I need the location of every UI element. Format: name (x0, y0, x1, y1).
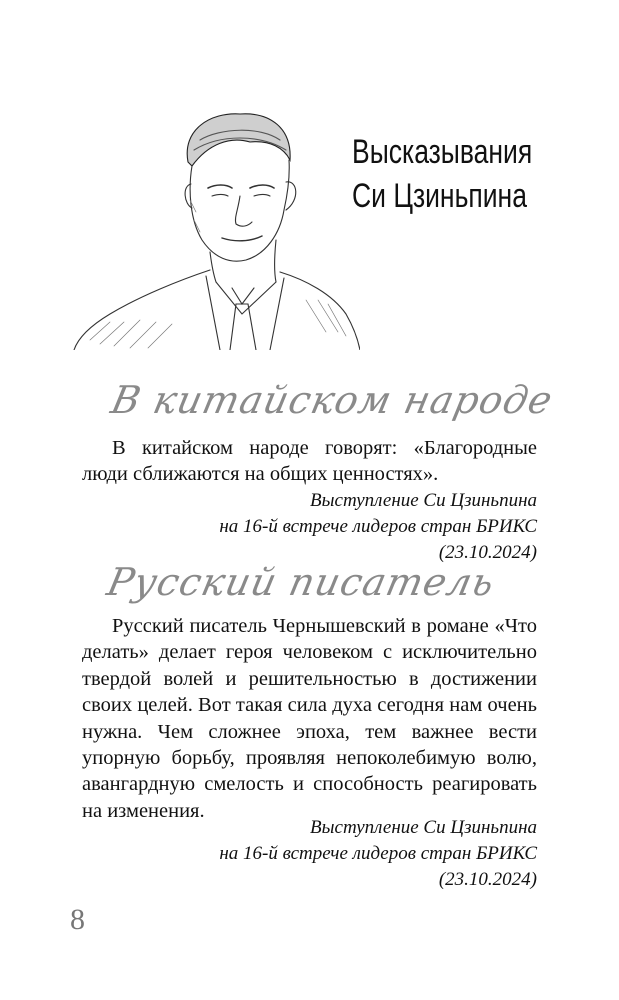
title-line-1: Высказывания (352, 133, 533, 171)
quote-paragraph-2: Русский писатель Чернышевский в романе «Что делать» делает героя человеком с исключительно твердой волей и решительностью в достижении своих целей. Вот такая сила духа сегодня нам очень нужна. Чем сложнее эпоха, тем важнее вести упорную борьбу, проявляя непоколебимую волю, авангардную смелость и способность реагировать на изменения. (82, 615, 537, 822)
quote-source-1 (137, 488, 537, 566)
source-line: на 16-й встрече лидеров стран БРИКС (219, 843, 537, 864)
title-line-2: Си Цзиньпина (352, 177, 527, 215)
source-line: Выступление Си Цзиньпина (310, 817, 537, 838)
source-date: (23.10.2024) (438, 542, 537, 563)
portrait-illustration (70, 100, 360, 350)
source-line: Выступление Си Цзиньпина (310, 490, 537, 511)
quote-source-2 (137, 815, 537, 893)
section-heading-2: Русский писатель (103, 560, 499, 604)
page-title (352, 130, 532, 218)
page-number: 8 (70, 903, 85, 936)
section-heading-1: В китайском народе (107, 378, 557, 422)
quote-paragraph-1: В китайском народе говорят: «Благородные люди сближаются на общих ценностях». (82, 437, 537, 486)
source-line: на 16-й встрече лидеров стран БРИКС (219, 516, 537, 537)
source-date: (23.10.2024) (438, 869, 537, 890)
